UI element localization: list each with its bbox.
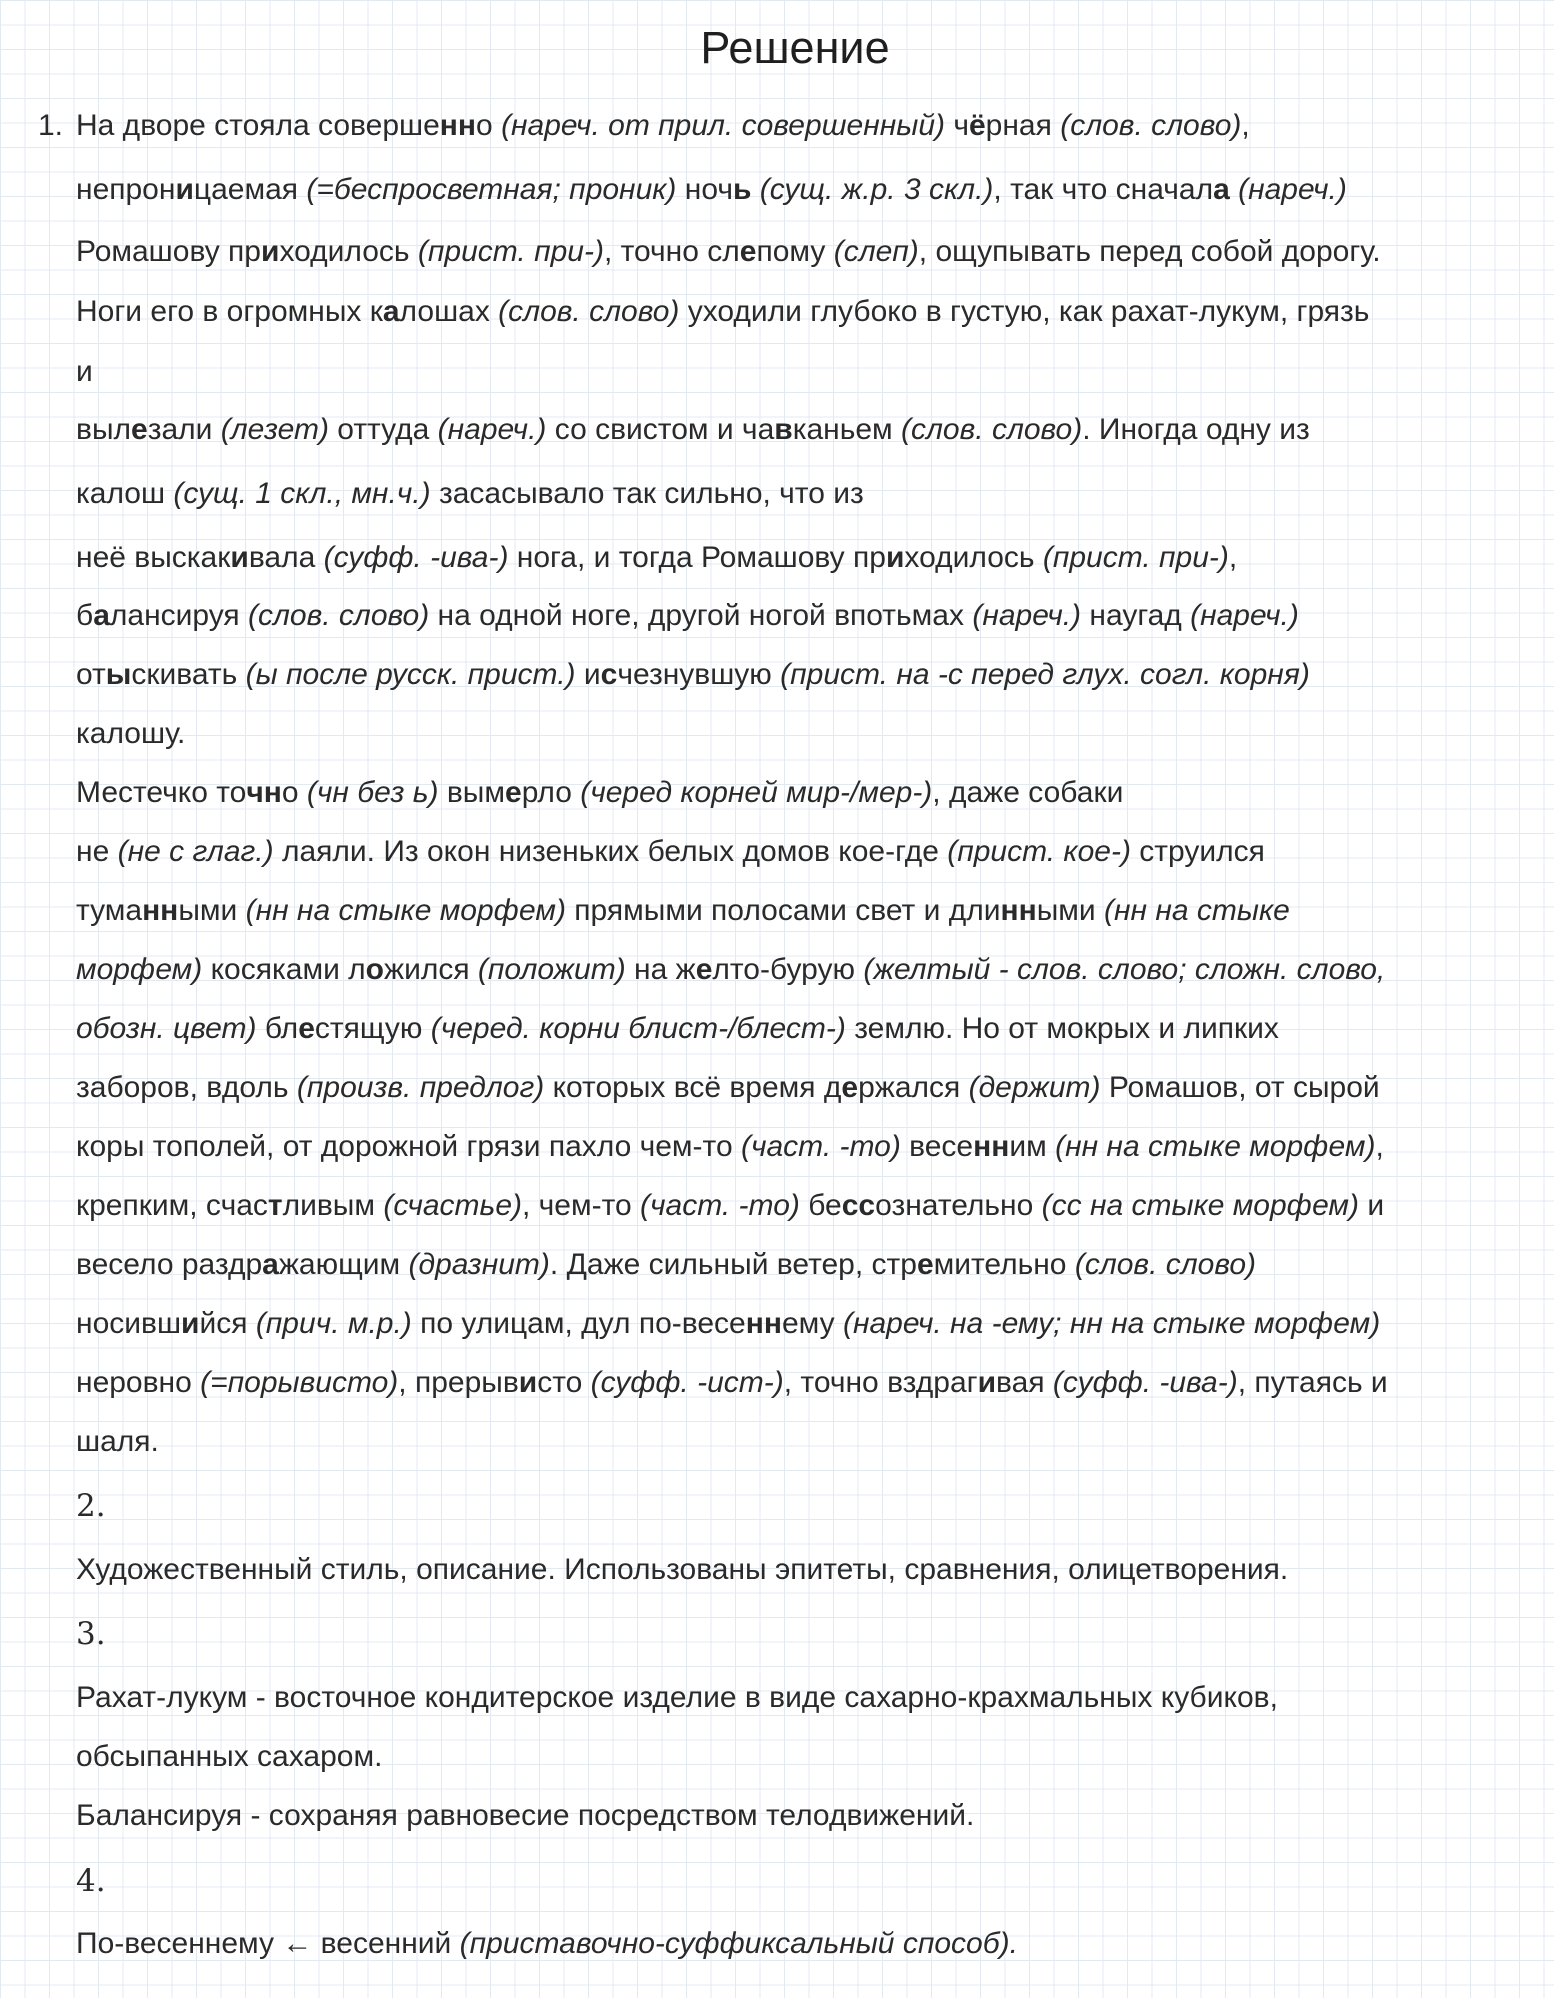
answer-1-line [76,1009,1279,1049]
grammar-note: (прич. м.р.) [255,1307,412,1340]
highlighted-letters: и [260,235,280,268]
grammar-note: (лезет) [220,413,329,446]
answer-2-number: 2. [76,1488,106,1524]
text-segment: Ромашову пр [76,235,261,268]
grammar-note: (=беспросветная; проник) [306,173,677,206]
text-segment: рло [521,776,581,809]
text-segment: На дворе стояла соверше [76,109,440,142]
text-segment: носивш [76,1307,182,1340]
text-segment: ознательно [875,1189,1042,1222]
text-segment: заборов, вдоль [76,1071,297,1104]
page-title: Решение [700,22,890,73]
text-segment: зали [147,413,221,446]
text-segment: нога, и тогда Ромашову пр [508,541,886,574]
text-segment: тума [76,894,143,927]
highlighted-letters: а [1213,173,1230,206]
grammar-note: (слов. слово) [1060,109,1242,142]
text-segment: сто [537,1366,591,1399]
text-segment: ыми [1036,894,1105,927]
text-segment: , чем-то [522,1189,641,1222]
highlighted-letters: а [382,295,400,328]
text-segment: косяками л [202,953,366,986]
highlighted-letters: и [518,1366,538,1399]
text-segment: Художественный стиль, описание. Использованы эпитеты, сравнения, олицетворения. [76,1553,1289,1586]
highlighted-letters: нн [439,109,477,142]
answer-1-line [76,714,185,754]
highlighted-letters: нн [1000,894,1037,927]
answer-4-number: 4. [76,1863,106,1899]
highlighted-letters: е [739,235,757,268]
grammar-note: (держит) [968,1071,1101,1104]
grammar-note: (нн на стыке морфем) [245,894,566,927]
text-segment: о [476,109,502,142]
text-segment: на ж [625,953,696,986]
text-segment: чезнувшую [617,658,781,691]
text-segment: Местечко то [76,776,247,809]
text-segment: ходилось [279,235,418,268]
text-segment: на одной ноге, другой ногой впотьмах [429,599,973,632]
text-segment: шаля. [76,1425,159,1458]
text-segment: , [1228,541,1238,574]
answer-3-line [76,1737,382,1777]
grammar-note: (слеп) [833,235,919,268]
highlighted-letters: а [262,1248,279,1281]
answer-1-line [76,232,1381,272]
text-segment: лошах [399,295,499,328]
text-segment: , [1241,109,1250,142]
text-segment: неё выскак [76,541,231,574]
highlighted-letters: о [365,953,384,986]
answer-4-line [76,1924,1018,1964]
grammar-note: (черед. корни блист-/блест-) [430,1012,846,1045]
text-segment: лаяли. Из окон низеньких белых домов кое-где [273,835,948,868]
grammar-note: (положит) [477,953,626,986]
text-segment: стящую [314,1012,431,1045]
text-segment: Ноги его в огромных к [76,295,383,328]
answer-1-line [76,596,1299,636]
text-segment: землю. Но от мокрых и липких [845,1012,1279,1045]
answer-1-line [76,474,864,514]
answer-1-line [76,655,1310,695]
grammar-note: (слов. слово) [1074,1248,1257,1281]
text-segment: скивать [131,658,246,691]
text-segment: не [76,835,118,868]
text-segment: ч [945,109,969,142]
text-segment: им [1009,1130,1056,1163]
grammar-note: (суфф. -ива-) [1052,1366,1238,1399]
text-segment: о [281,776,307,809]
grammar-note: (дразнит) [408,1248,550,1281]
answer-1-line [76,1304,1380,1344]
text-segment: пому [756,235,834,268]
grammar-note: (нареч.) [437,413,547,446]
text-segment: обсыпанных сахаром. [76,1740,383,1773]
text-segment: вала [248,541,324,574]
answer-2-line [76,1550,1288,1590]
text-segment: и [575,658,601,691]
grammar-note: морфем) [76,953,203,986]
text-segment: жился [384,953,478,986]
text-segment: Балансируя - сохраняя равновесие посредством телодвижений. [76,1799,975,1832]
text-segment: прямыми полосами свет и дли [565,894,1001,927]
grammar-note: (суфф. -ист-) [590,1366,784,1399]
grammar-note: (нареч. на -ему; нн на стыке морфем) [842,1307,1381,1340]
answer-1-line [76,352,93,392]
text-segment: калош [76,477,174,510]
grammar-note: (прист. при-) [417,235,604,268]
text-segment: уходили глубоко в густую, как рахат-лукум, грязь [679,295,1370,328]
highlighted-letters: ы [105,658,132,691]
text-segment: неровно [76,1366,201,1399]
text-segment: по улицам, дул по-весе [411,1307,746,1340]
answer-1-line [76,950,1385,990]
text-segment [751,173,759,206]
text-segment: выл [76,413,132,446]
text-segment: от [76,658,106,691]
highlighted-letters: чн [246,776,282,809]
text-segment: б [76,599,94,632]
text-segment: , ощупывать перед собой дорогу. [918,235,1381,268]
text-segment: каньем [792,413,902,446]
grammar-note: (произв. предлог) [296,1071,545,1104]
grammar-note: (нареч.) [1190,599,1299,632]
answer-1-line [76,773,1123,813]
highlighted-letters: а [93,599,110,632]
highlighted-letters: нн [973,1130,1010,1163]
grammar-note: (слов. слово) [247,599,430,632]
grammar-note: (приставочно-суффиксальный способ). [459,1927,1018,1960]
answer-1-line [76,1127,1384,1167]
text-segment: и [76,355,93,388]
grammar-note: (=порывисто) [200,1366,399,1399]
grammar-note: (слов. слово) [901,413,1083,446]
text-segment: , прерыв [398,1366,519,1399]
text-segment: непрон [76,173,176,206]
highlighted-letters: нн [142,894,179,927]
text-segment: засасывало так сильно, что из [430,477,864,510]
text-segment: коры тополей, от дорожной грязи пахло чем-то [76,1130,741,1163]
grammar-note: (счастье) [383,1189,522,1222]
answer-1-number: 1. [38,109,64,142]
text-segment: вым [438,776,505,809]
grammar-note: (суфф. -ива-) [323,541,509,574]
highlighted-letters: и [175,173,194,206]
text-segment: жающим [278,1248,409,1281]
grammar-note: (не с глаг.) [117,835,274,868]
answer-1-line [76,292,1369,332]
text-segment: . Даже сильный ветер, стр [549,1248,917,1281]
text-segment: , точно вздраг [783,1366,978,1399]
text-segment: ливым [282,1189,384,1222]
highlighted-letters: сс [841,1189,876,1222]
highlighted-letters: и [977,1366,997,1399]
text-segment: лто-бурую [712,953,864,986]
highlighted-letters: е [695,953,713,986]
grammar-note: (нареч.) [972,599,1082,632]
text-segment: . Иногда одну из [1082,413,1310,446]
grammar-note: (черед корней мир-/мер-) [580,776,933,809]
answer-1-line [76,106,1250,146]
grammar-note: (нареч. от прил. совершенный) [501,109,946,142]
highlighted-letters: т [267,1189,283,1222]
answer-3-line [76,1678,1278,1718]
highlighted-letters: е [131,413,148,446]
grammar-note: (нареч.) [1238,173,1347,206]
text-segment: оттуда [328,413,438,446]
text-segment: ыми [178,894,246,927]
text-segment: ржался [858,1071,969,1104]
grammar-note: (сущ. 1 скл., мн.ч.) [173,477,431,510]
highlighted-letters: и [230,541,249,574]
answer-1-line [76,891,1290,931]
text-segment: , даже собаки [932,776,1124,809]
text-segment: , точно сл [603,235,740,268]
text-segment: и [1358,1189,1385,1222]
text-segment: наугад [1081,599,1191,632]
grammar-note: (сущ. ж.р. 3 скл.) [759,173,994,206]
text-segment: весело раздр [76,1248,263,1281]
grammar-note: (желтый - слов. слово; сложн. слово, [863,953,1386,986]
text-segment: ходилось [904,541,1043,574]
answer-1-line [76,1245,1256,1285]
text-segment: которых всё время д [544,1071,842,1104]
highlighted-letters: е [505,776,522,809]
grammar-note: (нн на стыке [1104,894,1290,927]
highlighted-letters: ь [732,173,752,206]
grammar-note: (слов. слово) [498,295,680,328]
grammar-note: (чн без ь) [306,776,439,809]
text-segment: весе [900,1130,974,1163]
highlighted-letters: в [774,413,793,446]
text-segment: йся [199,1307,256,1340]
grammar-note: (прист. при-) [1042,541,1229,574]
answer-1-line [76,410,1310,450]
text-segment: , так что сначал [993,173,1214,206]
text-segment: ноч [676,173,733,206]
text-segment: мительно [933,1248,1075,1281]
highlighted-letters: и [181,1307,200,1340]
text-segment: Рахат-лукум - восточное кондитерское изделие в виде сахарно-крахмальных кубиков, [76,1681,1278,1714]
answer-1-line [76,170,1347,210]
text-segment: Ромашов, от сырой [1100,1071,1380,1104]
text-segment: ему [782,1307,843,1340]
grammar-note: (прист. кое-) [947,835,1131,868]
text-segment: бе [799,1189,842,1222]
answer-1-line [76,1422,159,1462]
grammar-note: (ы после русск. прист.) [245,658,576,691]
text-segment: бл [256,1012,299,1045]
highlighted-letters: е [841,1071,859,1104]
answer-1-line [76,1068,1380,1108]
text-segment: калошу. [76,717,186,750]
grammar-note: (част. -то) [740,1130,901,1163]
answer-1-line [76,1186,1384,1226]
text-segment: рная [985,109,1061,142]
text-segment: вая [996,1366,1053,1399]
grammar-note: (сс на стыке морфем) [1041,1189,1359,1222]
text-segment: струился [1130,835,1265,868]
grammar-note: (част. -то) [640,1189,800,1222]
highlighted-letters: нн [745,1307,782,1340]
text-segment: крепким, счас [76,1189,268,1222]
grammar-note: (прист. на -с перед глух. согл. корня) [780,658,1310,691]
answer-3-number: 3. [76,1616,106,1652]
grammar-note: обозн. цвет) [76,1012,257,1045]
highlighted-letters: е [298,1012,315,1045]
text-segment: , путаясь и [1237,1366,1388,1399]
answer-1-line [76,832,1265,872]
highlighted-letters: и [885,541,905,574]
answer-1-line [76,538,1237,578]
text-segment: , [1375,1130,1384,1163]
text-segment: со свистом и ча [546,413,775,446]
text-segment: лансируя [109,599,248,632]
highlighted-letters: ё [968,109,986,142]
text-segment: цаемая [193,173,307,206]
text-segment: По-весеннему ← весенний [76,1927,460,1960]
answer-1-line [76,1363,1388,1403]
answer-3-line [76,1796,974,1836]
highlighted-letters: с [600,658,618,691]
highlighted-letters: е [916,1248,934,1281]
grammar-note: (нн на стыке морфем) [1055,1130,1376,1163]
text-segment [1230,173,1238,206]
